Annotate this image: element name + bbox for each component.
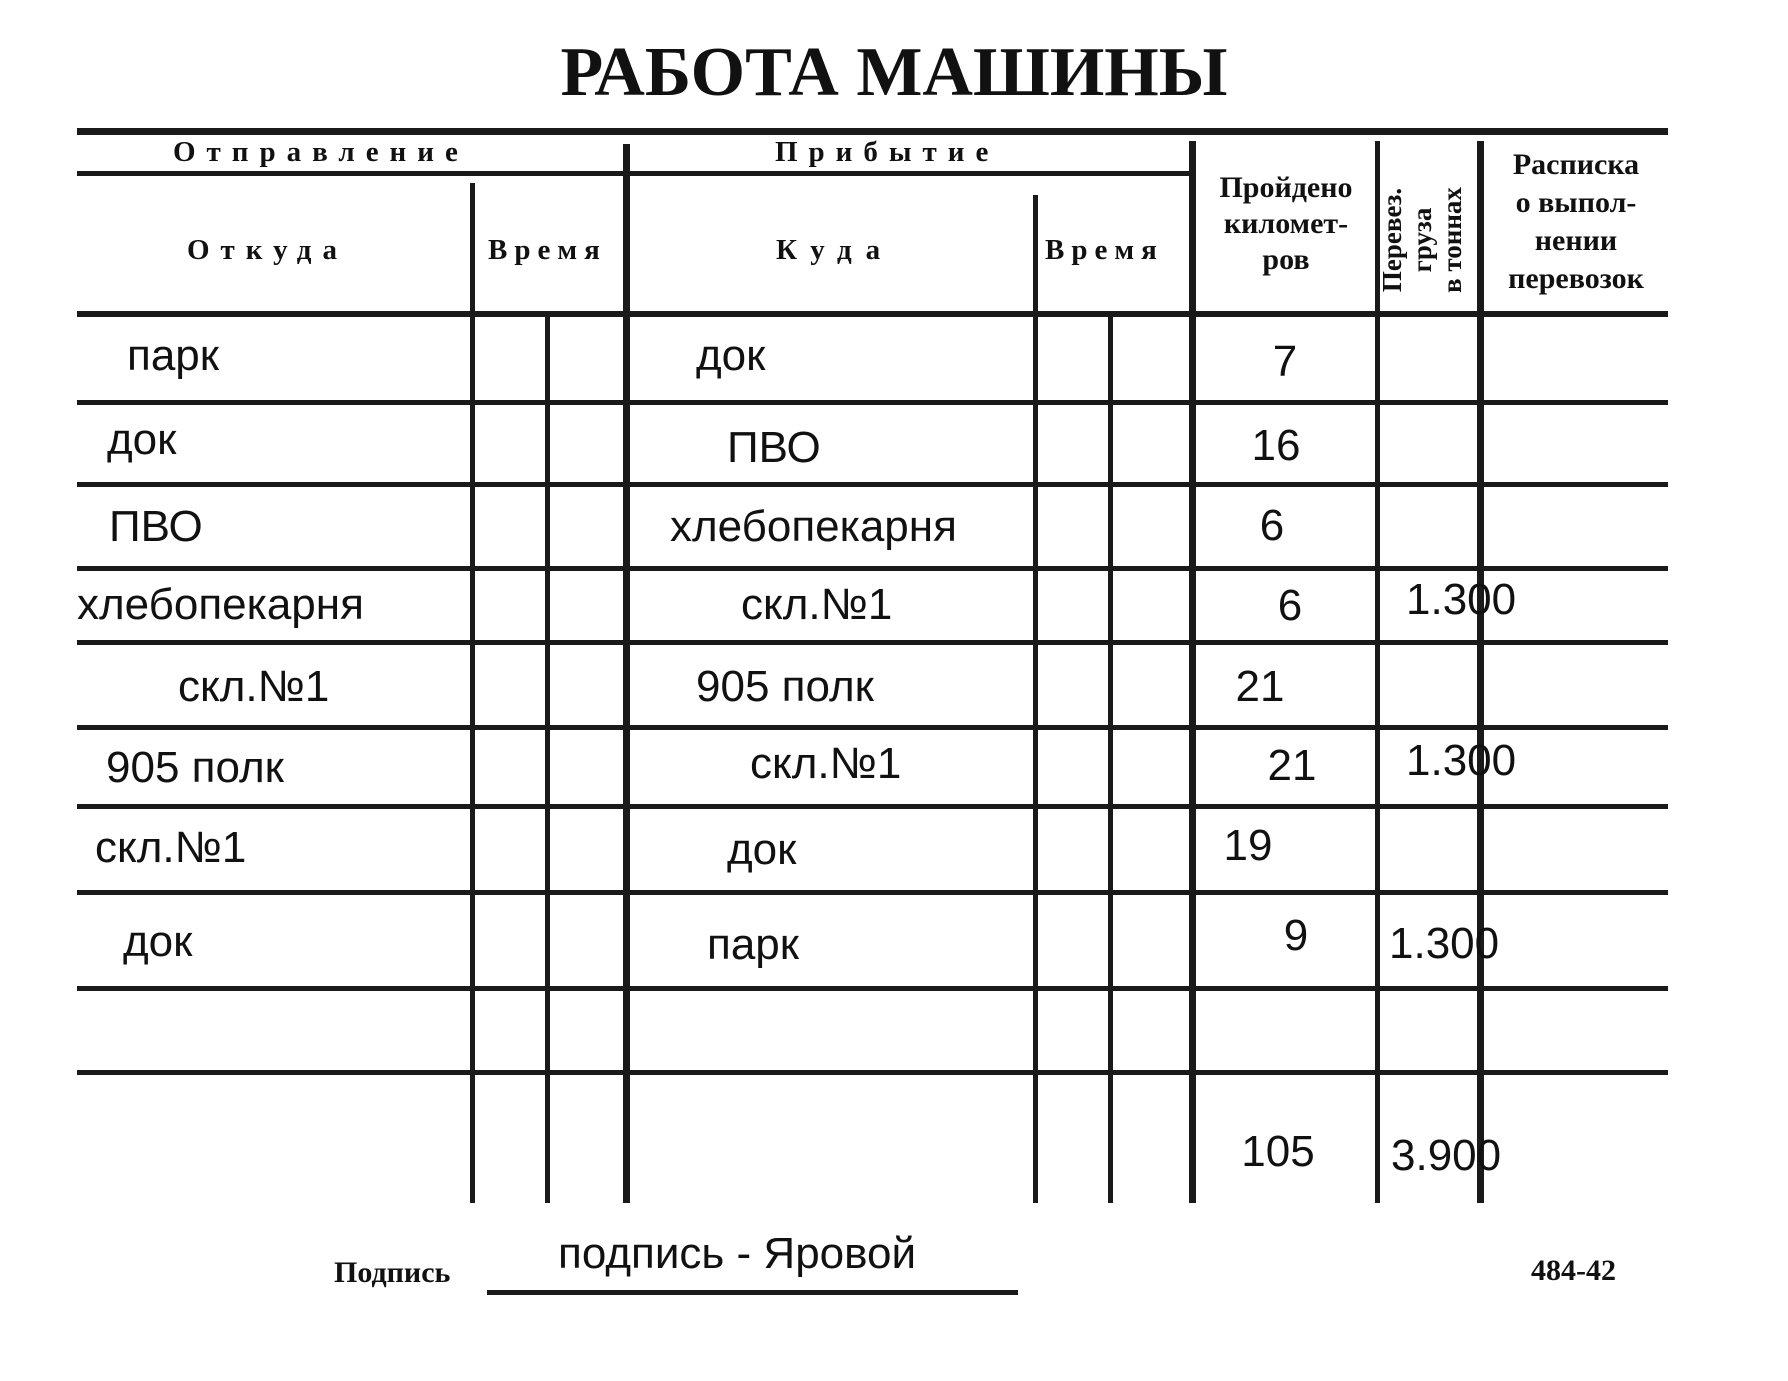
col-rule-dep-time-split (545, 315, 550, 1203)
km-header-line3: ров (1262, 243, 1310, 276)
row-7-from: скл.№1 (95, 823, 247, 872)
row-3-to: хлебопекарня (670, 502, 957, 551)
receipt-header-line2: о выпол- (1515, 186, 1637, 219)
top-rule (77, 128, 1668, 135)
form-title: РАБОТА МАШИНЫ (560, 34, 1228, 111)
row-5-km: 21 (1235, 662, 1285, 711)
total-cargo: 3.900 (1391, 1131, 1502, 1180)
row-2-km: 16 (1251, 421, 1301, 470)
signature-line (487, 1290, 1018, 1295)
form-number: 484-42 (1531, 1254, 1616, 1287)
row-3-km: 6 (1259, 501, 1285, 550)
km-header-line2: километ- (1223, 207, 1349, 240)
cargo-header-line1: Перевез. (1377, 187, 1407, 293)
row-rule-5 (77, 725, 1668, 730)
row-3-from: ПВО (109, 502, 203, 551)
row-4-cargo: 1.300 (1406, 575, 1517, 624)
col-rule-arr-time-split (1108, 315, 1113, 1203)
row-8-from: док (123, 917, 193, 966)
row-1-to: док (696, 331, 766, 380)
row-5-to: 905 полк (696, 662, 874, 711)
row-7-to: док (727, 825, 797, 874)
row-6-km: 21 (1267, 741, 1317, 790)
km-header (1196, 170, 1376, 278)
departure-time-header: Время (488, 234, 607, 266)
row-6-to: скл.№1 (750, 739, 902, 788)
signature-label: Подпись (334, 1256, 451, 1289)
row-2-to: ПВО (727, 423, 821, 472)
row-rule-6 (77, 804, 1668, 809)
arrival-group-rule (627, 171, 1192, 176)
signature-value: подпись - Яровой (558, 1229, 917, 1278)
row-8-km: 9 (1283, 911, 1309, 960)
row-5-from: скл.№1 (178, 662, 330, 711)
cargo-header-line2: груза (1407, 207, 1437, 273)
departure-group-header: Отправление (173, 136, 469, 168)
receipt-header (1484, 146, 1668, 298)
col-rule-to-time (1033, 195, 1038, 1203)
row-4-km: 6 (1277, 581, 1303, 630)
row-rule-9 (77, 1070, 1668, 1075)
row-8-cargo: 1.300 (1389, 919, 1500, 968)
row-7-km: 19 (1223, 821, 1273, 870)
row-1-from: парк (127, 331, 220, 380)
col-rule-km (1189, 141, 1196, 1203)
row-rule-2 (77, 482, 1668, 487)
km-header-line1: Пройдено (1219, 171, 1353, 204)
row-rule-7 (77, 890, 1668, 895)
row-rule-1 (77, 400, 1668, 405)
arrival-time-header: Время (1045, 234, 1164, 266)
receipt-header-line1: Расписка (1512, 148, 1640, 181)
departure-group-rule (77, 171, 627, 176)
row-6-from: 905 полк (106, 743, 284, 792)
row-8-to: парк (707, 920, 800, 969)
row-rule-8 (77, 986, 1668, 991)
row-1-km: 7 (1272, 337, 1298, 386)
to-header: Куда (776, 234, 895, 266)
from-header: Откуда (187, 234, 348, 266)
receipt-header-line3: нении (1534, 224, 1618, 257)
row-6-cargo: 1.300 (1406, 736, 1517, 785)
receipt-header-line4: перевозок (1508, 262, 1644, 295)
row-4-from: хлебопекарня (77, 580, 364, 629)
row-rule-4 (77, 640, 1668, 645)
total-km: 105 (1241, 1127, 1315, 1176)
row-4-to: скл.№1 (741, 580, 893, 629)
row-2-from: док (107, 415, 177, 464)
cargo-header-line3: в тоннах (1437, 187, 1467, 293)
col-rule-departure-arrival (623, 144, 630, 1203)
arrival-group-header: Прибытие (775, 136, 1000, 168)
row-rule-3 (77, 566, 1668, 571)
col-rule-from-time (470, 183, 475, 1203)
